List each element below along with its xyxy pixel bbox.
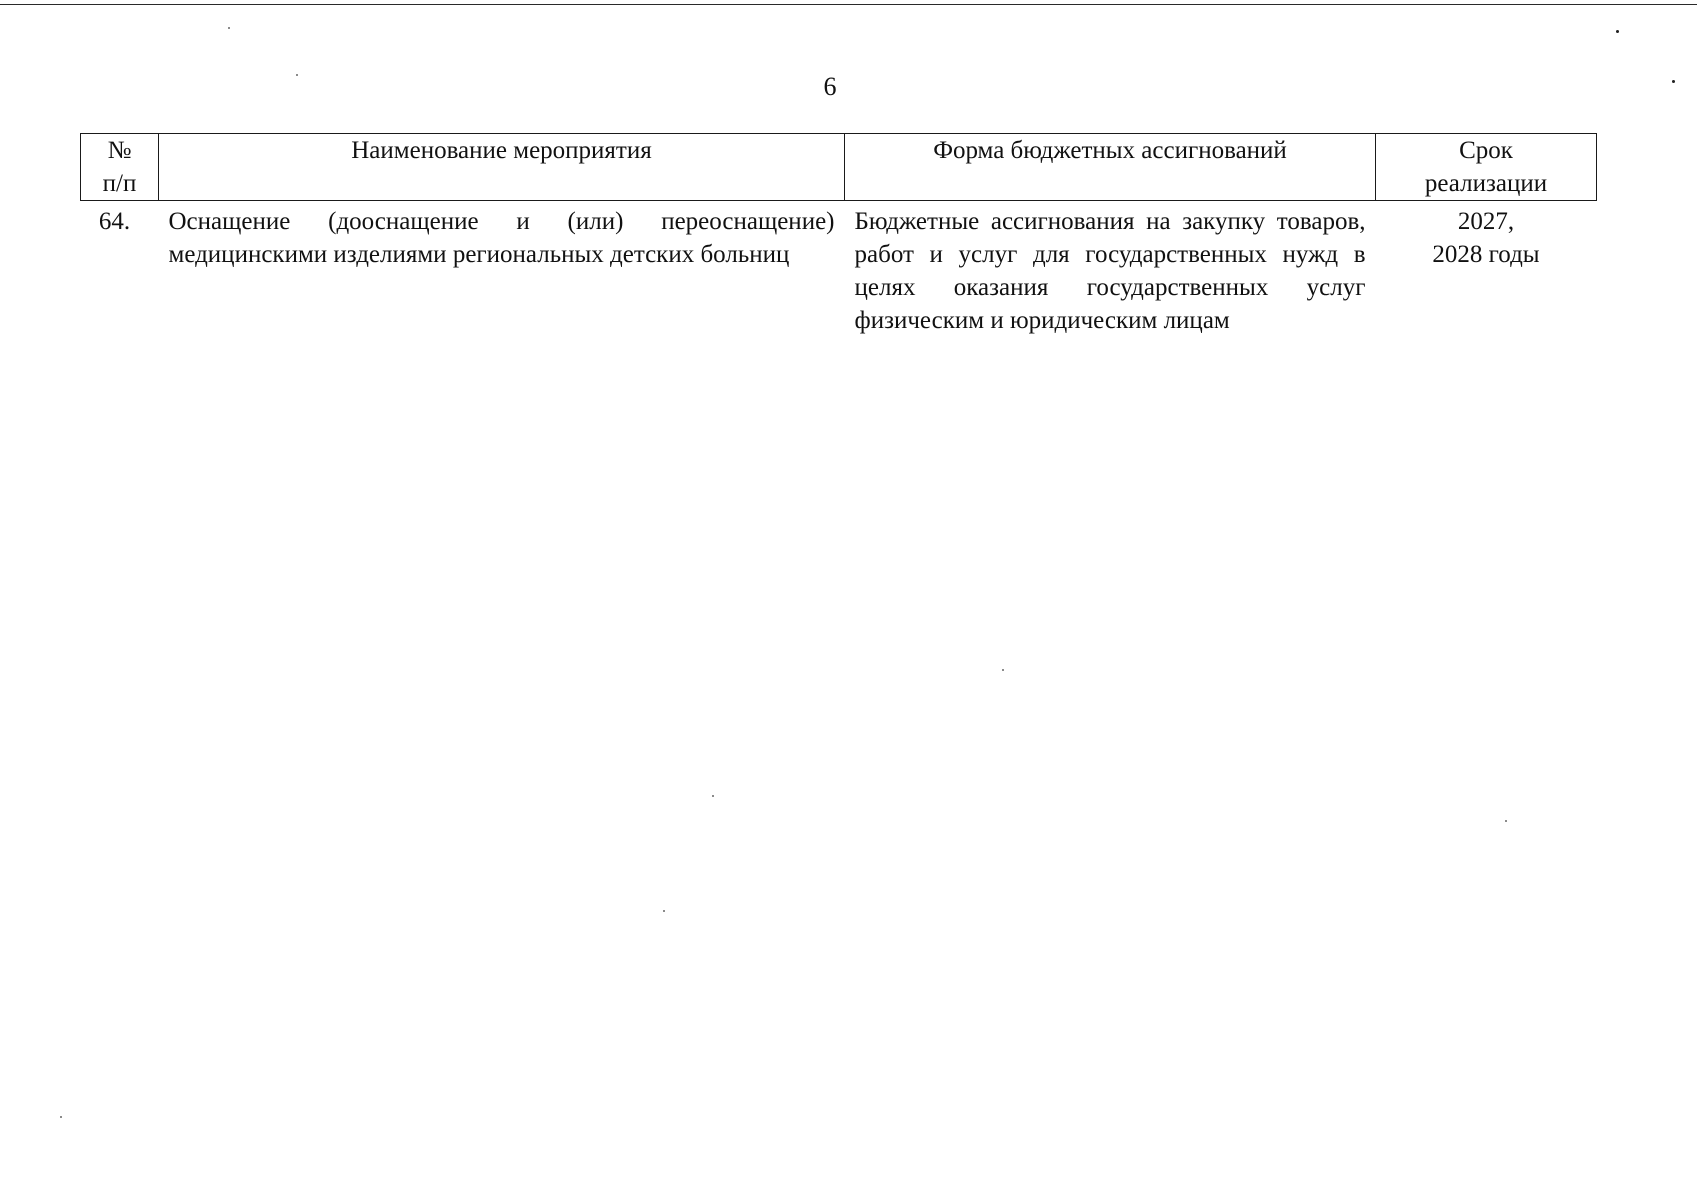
header-term-line2: реализации <box>1424 170 1548 197</box>
header-term-line1: Срок <box>1459 137 1513 164</box>
scan-speck <box>1616 30 1619 33</box>
scan-speck <box>228 27 230 29</box>
top-scan-rule <box>0 4 1697 5</box>
scan-speck <box>663 910 665 912</box>
row-budget-form: Бюджетные ассигнования на закупку товаров, работ и услуг для государственных нужд в целях оказания государственных услуг физическим и юридическим лицам <box>854 208 1366 334</box>
scan-speck <box>1672 80 1675 83</box>
scan-speck <box>60 1116 62 1118</box>
scan-speck <box>1505 820 1507 822</box>
measures-table <box>80 133 1597 337</box>
row-measure-name: Оснащение (дооснащение и (или) переоснащение) медицинскими изделиями региональных детских больниц <box>168 208 835 268</box>
header-number-symbol: № <box>107 137 132 164</box>
table-row <box>81 201 1597 338</box>
header-number <box>81 134 159 201</box>
table-header-row <box>81 134 1597 201</box>
page-number: 6 <box>823 72 837 101</box>
row-term-line1: 2027, <box>1457 208 1515 235</box>
scan-speck <box>1002 669 1004 671</box>
header-term <box>1376 134 1597 201</box>
row-term <box>1376 201 1597 338</box>
header-number-abbr: п/п <box>102 170 137 197</box>
header-budget-form: Форма бюджетных ассигнований <box>845 134 1376 201</box>
row-term-line2: 2028 годы <box>1432 241 1540 268</box>
header-measure-name: Наименование мероприятия <box>159 134 845 201</box>
scan-speck <box>712 795 714 797</box>
row-number: 64. <box>98 208 131 235</box>
